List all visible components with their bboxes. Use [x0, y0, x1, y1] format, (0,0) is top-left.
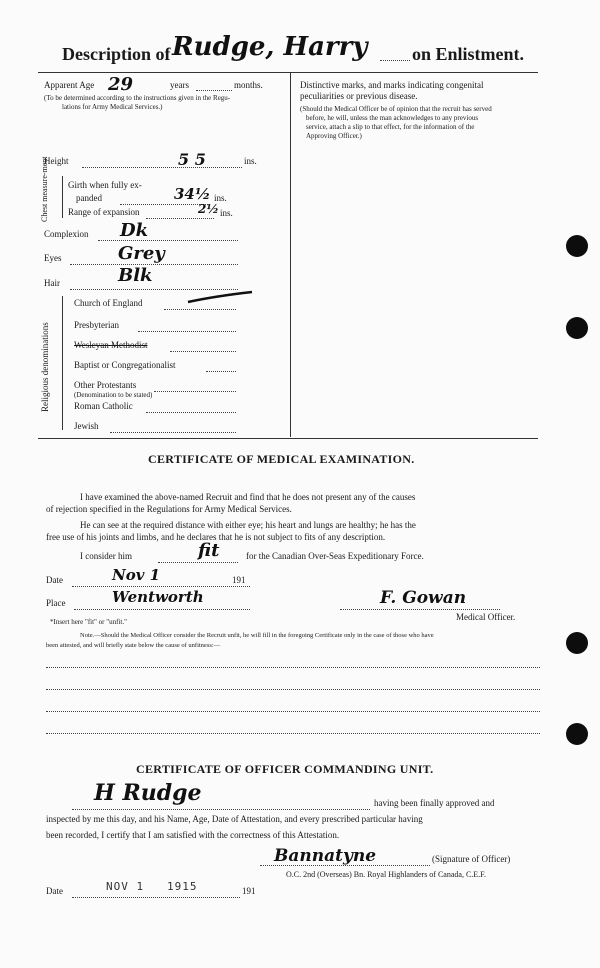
months-line — [196, 90, 232, 91]
eyes-value: Grey — [118, 243, 165, 264]
commanding-date-line — [72, 897, 240, 898]
mo-signature-line — [340, 609, 500, 610]
unfit-cause-line-1 — [46, 667, 540, 668]
form-title-prefix: Description of — [62, 44, 171, 64]
fit-footnote: *Insert here "fit" or "unfit." — [50, 618, 127, 626]
unfit-cause-line-4 — [46, 733, 540, 734]
marks-note-3: service, attach a slip to that effect, for the information of the — [306, 123, 475, 131]
religion-methodist: Wesleyan Methodist — [74, 340, 148, 350]
height-ins: ins. — [244, 156, 257, 166]
commanding-signature-line — [260, 865, 430, 866]
religion-line-2 — [138, 331, 236, 332]
title-dotted-line — [380, 60, 410, 61]
age-value: 29 — [108, 74, 134, 95]
medical-note-1: Note.—Should the Medical Officer consider the Recruit unfit, he will fill in the foregoing Certificate only in the case of those who have — [80, 632, 434, 639]
punch-hole-1 — [566, 235, 588, 257]
medical-date-line — [72, 586, 250, 587]
church-of-england-mark — [186, 290, 256, 306]
commanding-recruit-name: H Rudge — [94, 780, 202, 806]
fit-value: fit — [198, 540, 220, 561]
recruit-name-handwritten: Rudge, Harry — [172, 32, 368, 62]
chest-bracket — [62, 176, 63, 218]
medical-para1-b: of rejection specified in the Regulations for Army Medical Services. — [46, 504, 292, 514]
eyes-label: Eyes — [44, 253, 62, 263]
distinctive-marks-title-1: Distinctive marks, and marks indicating congenital — [300, 80, 484, 90]
other-protestants-note: (Denomination to be stated) — [74, 391, 153, 399]
punch-hole-2 — [566, 317, 588, 339]
chest-label: Chest measure-ment — [40, 156, 49, 222]
punch-hole-4 — [566, 723, 588, 745]
religion-baptist: Baptist or Congregationalist — [74, 360, 176, 370]
hair-label: Hair — [44, 278, 60, 288]
religion-line-4 — [206, 371, 236, 372]
mo-signature: F. Gowan — [380, 588, 467, 608]
religion-line-1 — [164, 309, 236, 310]
height-label: Height — [44, 156, 69, 166]
religion-presbyterian: Presbyterian — [74, 320, 119, 330]
eyes-line — [70, 264, 238, 265]
religion-line-7 — [110, 432, 236, 433]
range-line — [146, 218, 214, 219]
months-label: months. — [234, 80, 263, 90]
medical-year: 191 — [232, 575, 246, 585]
form-title-suffix: on Enlistment. — [412, 44, 525, 64]
unfit-cause-line-2 — [46, 689, 540, 690]
medical-place-line — [74, 609, 250, 610]
distinctive-marks-title-2: peculiarities or previous disease. — [300, 91, 418, 101]
unfit-cause-line-3 — [46, 711, 540, 712]
fit-line — [158, 562, 238, 563]
complexion-label: Complexion — [44, 229, 89, 239]
medical-place-value: Wentworth — [112, 588, 204, 606]
medical-place-label: Place — [46, 598, 66, 608]
complexion-line — [98, 240, 238, 241]
commanding-officer-signature: Bannatyne — [274, 846, 377, 866]
commanding-date-year: 191 — [242, 886, 256, 896]
religion-line-6 — [146, 412, 236, 413]
medical-date-label: Date — [46, 575, 63, 585]
religion-line-5 — [154, 391, 236, 392]
hair-value: Blk — [118, 265, 153, 286]
medical-para1-a: I have examined the above-named Recruit and find that he does not present any of the causes — [80, 492, 416, 502]
mo-label: Medical Officer. — [456, 612, 516, 622]
girth-label-1: Girth when fully ex- — [68, 180, 142, 190]
commanding-date-label: Date — [46, 886, 63, 896]
consider-prefix: I consider him — [80, 551, 132, 561]
girth-value: 34½ — [174, 185, 211, 203]
girth-line — [120, 204, 208, 205]
mid-rule — [38, 438, 538, 439]
commanding-certificate-title: CERTIFICATE OF OFFICER COMMANDING UNIT. — [136, 762, 434, 776]
medical-para2-a: He can see at the required distance with either eye; his heart and lungs are healthy; he has the — [80, 520, 416, 530]
religion-roman-catholic: Roman Catholic — [74, 401, 133, 411]
years-label: years — [170, 80, 189, 90]
range-label: Range of expansion — [68, 207, 140, 217]
age-label: Apparent Age — [44, 80, 95, 90]
commanding-line1-suffix: having been finally approved and — [374, 798, 495, 808]
commanding-name-line — [72, 809, 370, 810]
complexion-value: Dk — [120, 220, 149, 241]
range-value: 2½ — [198, 202, 219, 216]
medical-note-2: been attested, and will briefly state below the cause of unfitness:— — [46, 642, 221, 649]
religion-church-of-england: Church of England — [74, 298, 143, 308]
commanding-line3: been recorded, I certify that I am satisfied with the correctness of this Attestation. — [46, 830, 340, 840]
marks-note-4: Approving Officer.) — [306, 132, 362, 140]
range-unit: ins. — [220, 208, 233, 218]
medical-date-value: Nov 1 — [112, 566, 161, 584]
commanding-unit-line: O.C. 2nd (Overseas) Bn. Royal Highlanders of Canada, C.E.F. — [286, 870, 486, 879]
girth-label-2: panded — [76, 193, 102, 203]
religious-denominations-label: Religious denominations — [40, 322, 50, 412]
center-divider — [290, 72, 291, 437]
height-line — [82, 167, 242, 168]
medical-para2-b: free use of his joints and limbs, and he declares that he is not subject to fits of any description. — [46, 532, 386, 542]
age-note-1: (To be determined according to the instructions given in the Regu- — [44, 94, 231, 102]
religion-other-protestants: Other Protestants — [74, 380, 137, 390]
religion-jewish: Jewish — [74, 421, 99, 431]
consider-suffix: for the Canadian Over-Seas Expeditionary Force. — [246, 551, 424, 561]
girth-unit: ins. — [214, 193, 227, 203]
medical-certificate-title: CERTIFICATE OF MEDICAL EXAMINATION. — [148, 452, 415, 466]
top-rule — [38, 72, 538, 73]
religion-line-3 — [170, 351, 236, 352]
marks-note-1: (Should the Medical Officer be of opinion that the recruit has served — [300, 105, 492, 113]
date-stamp: NOV 1 1915 — [106, 880, 198, 893]
commanding-line2: inspected by me this day, and his Name, Age, Date of Attestation, and every prescribed particular having — [46, 814, 423, 824]
religion-bracket — [62, 296, 63, 430]
punch-hole-3 — [566, 632, 588, 654]
height-value: 5 5 — [178, 150, 206, 169]
signature-of-officer-label: (Signature of Officer) — [432, 854, 511, 864]
age-note-2: lations for Army Medical Services.) — [62, 103, 163, 111]
marks-note-2: before, he will, unless the man acknowledges to any previous — [306, 114, 479, 122]
